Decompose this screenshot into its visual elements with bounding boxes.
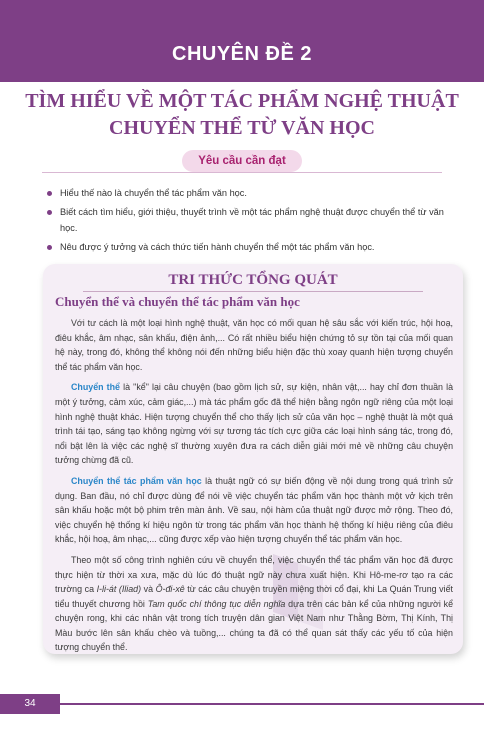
knowledge-subtitle: Chuyển thể và chuyển thể tác phẩm văn học	[55, 294, 300, 309]
footer-divider	[60, 703, 484, 705]
header-banner	[0, 0, 484, 82]
bullet-icon	[47, 191, 52, 196]
paragraph-2: Chuyển thể là "kể" lại câu chuyện (bao gồm lịch sử, sự kiện, nhân vật,... hay chỉ đơn thuần là một ý tưởng, cảm xúc, cảm giác,...) mà tác phẩm gốc đã thể hiện bằng ngôn ngữ riêng của một loại hình nghệ thuật khác. Hiện tượng chuyển thể cho thấy lịch sử của văn học – nghệ thuật là một quá trình tái tạo, sáng tạo không ngừng với sự tương tác tích cực giữa các loại hình sáng tác, trong đó, nổi bật lên là việc các nghệ sĩ thường xuyên đưa ra cách diễn giải mới mẻ về những câu chuyện tưởng chừng đã cũ.	[55, 382, 453, 466]
requirements-divider	[42, 172, 442, 173]
page-number: 34	[0, 694, 60, 714]
work-title-odyssey: Ô-đi-xê	[155, 584, 185, 595]
requirements-list	[60, 185, 455, 258]
knowledge-body	[55, 316, 453, 654]
list-item: Hiểu thế nào là chuyển thể tác phẩm văn học.	[60, 185, 455, 201]
paragraph-1: Với tư cách là một loại hình nghệ thuật, văn học có mối quan hệ sâu sắc với kiến trúc, hội hoạ, điêu khắc, âm nhạc, sân khấu, điện ảnh,... Có rất nhiều biểu hiện chứng tỏ sự tồn tại của mối quan hệ này, trong đó, không thể không nói đến những biểu hiện đặc thù xoay quanh hiện tượng chuyển thể tác phẩm văn học.	[55, 318, 453, 372]
requirements-heading: Yêu cầu cần đạt	[182, 150, 302, 172]
paragraph-3: Chuyển thể tác phẩm văn học là thuật ngữ có sự biến động về nội dung trong quá trình sử dụng. Ban đầu, nó chỉ được dùng để nói về việc chuyển tác phẩm văn học thành một vở kịch trên sân khấu hoặc một bộ phim trên màn ảnh. Về sau, nội hàm của thuật ngữ được mở rộng. Theo đó, việc chuyển hệ thống kí hiệu ngôn từ trong tác phẩm văn học thành hệ thống kí hiệu riêng của điêu khắc, hội hoạ, âm nhạc,... cũng được xếp vào hiện tượng chuyển thể tác phẩm văn học.	[55, 475, 453, 545]
page-title-line-1: TÌM HIỂU VỀ MỘT TÁC PHẨM NGHỆ THUẬT	[25, 90, 459, 112]
topic-label: CHUYÊN ĐỀ 2	[172, 43, 312, 65]
work-title-tam-quoc: Tam quốc chí thông tục diễn nghĩa	[147, 598, 286, 609]
list-item: Biết cách tìm hiểu, giới thiệu, thuyết trình về một tác phẩm nghệ thuật được chuyển thể từ văn học.	[60, 204, 455, 236]
term-chuyen-the: Chuyển thể	[71, 382, 120, 393]
list-item: Nêu được ý tưởng và cách thức tiến hành chuyển thể một tác phẩm văn học.	[60, 239, 455, 255]
bullet-icon	[47, 210, 52, 215]
knowledge-title-divider	[83, 291, 423, 292]
knowledge-title: TRI THỨC TỔNG QUÁT	[168, 272, 338, 288]
page-title	[10, 88, 474, 142]
term-chuyen-the-tac-pham: Chuyển thể tác phẩm văn học	[71, 475, 202, 486]
page-title-line-2: CHUYỂN THỂ TỪ VĂN HỌC	[109, 117, 375, 139]
knowledge-panel	[43, 264, 463, 654]
bullet-icon	[47, 245, 52, 250]
paragraph-4: Theo một số công trình nghiên cứu về chuyển thể, việc chuyển thể tác phẩm văn học đã được thực hiện từ thời xa xưa, mặc dù lúc đó thuật ngữ này chưa xuất hiện. Khi Hô-me-rơ tạo ra các trường ca I-li-át (Iliad) và Ô-đi-xê từ các câu chuyện truyền miệng thời cổ đại, khi La Quán Trung viết tiểu thuyết chương hồi Tam quốc chí thông tục diễn nghĩa dựa trên các bản kể của những người kể chuyện rong, khi các nhân vật trong tích truyện dân gian Việt Nam như Thằng Bờm, Thị Kính, Thị Màu bước lên sân khấu chèo và tuồng,... chúng ta đã có thể quan sát thấy các yếu tố của hiện tượng chuyển thể.	[55, 554, 454, 653]
work-title-iliad: I-li-át (Iliad)	[96, 584, 142, 595]
